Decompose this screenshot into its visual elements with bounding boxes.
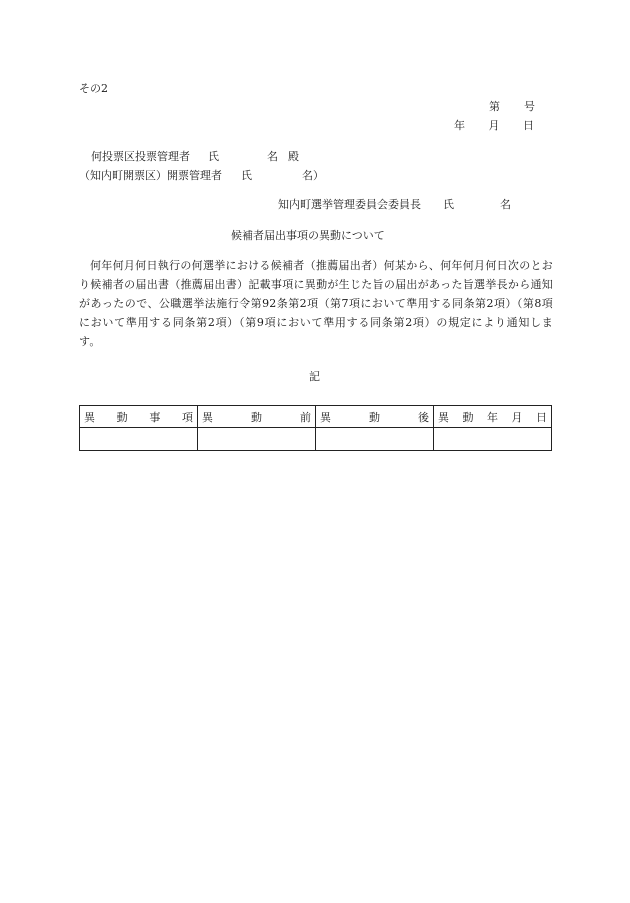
- addressee-2-mei: 名）: [302, 169, 324, 182]
- sender-title: 知内町選挙管理委員会委員長: [278, 198, 421, 211]
- doc-number-dai: 第: [489, 100, 500, 113]
- document-date: [454, 120, 534, 131]
- doc-number: [489, 101, 535, 112]
- table-cell: [316, 428, 434, 451]
- addressee-1-mei: 名: [267, 150, 278, 163]
- form-number: その2: [79, 82, 108, 95]
- header-change-date: 異 動 年 月 日: [434, 406, 552, 428]
- doc-number-go: 号: [524, 100, 535, 113]
- subject-heading: 候補者届出事項の異動について: [231, 229, 385, 242]
- table-cell: [80, 428, 198, 451]
- addressee-1-honorific: 殿: [288, 150, 299, 163]
- addressee-2-shi: 氏: [241, 169, 252, 182]
- table-cell: [198, 428, 316, 451]
- table-row: [80, 428, 552, 451]
- date-day: 日: [523, 119, 534, 132]
- body-paragraph: 何年何月何日執行の何選挙における候補者（推薦届出者）何某から、何年何月何日次のとおり候補者の届出書（推薦届出書）記載事項に異動が生じた旨の届出があった旨選挙長から通知があったので、公職選挙法施行令第92条第2項（第7項において準用する同条第2項）（第8項において準用する同条第2項）（第9項において準用する同条第2項）の規定により通知します。: [79, 259, 553, 348]
- addressee-1-title: 何投票区投票管理者: [91, 150, 190, 163]
- sender-mei: 名: [500, 198, 511, 211]
- header-change-item: 異 動 事 項: [80, 406, 198, 428]
- ki-marker: 記: [309, 370, 320, 383]
- header-after-change: 異 動 後: [316, 406, 434, 428]
- date-year: 年: [454, 119, 465, 132]
- sender-shi: 氏: [443, 198, 454, 211]
- header-before-change: 異 動 前: [198, 406, 316, 428]
- table-header-row: [80, 406, 552, 428]
- date-month: 月: [488, 119, 500, 132]
- addressee-1-shi: 氏: [208, 150, 219, 163]
- addressee-2-title: （知内町開票区）開票管理者: [79, 169, 222, 182]
- change-table: [79, 405, 552, 451]
- table-cell: [434, 428, 552, 451]
